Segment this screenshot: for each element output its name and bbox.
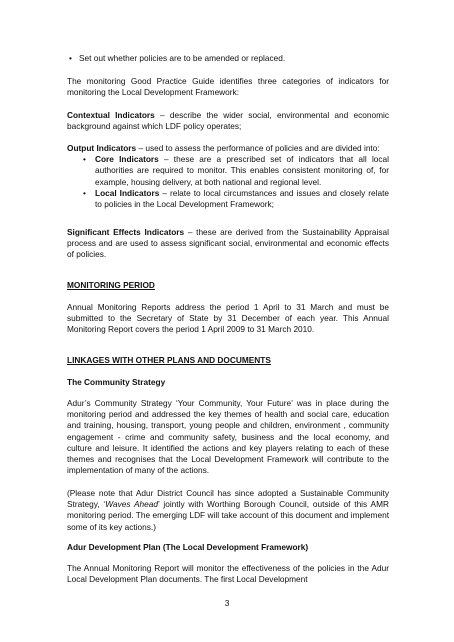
page-number: 3 <box>224 598 230 608</box>
contextual-indicators-paragraph: Contextual Indicators – describe the wider social, environmental and economic background against which LDF policy operates; <box>67 110 389 132</box>
adur-development-plan-subheading: Adur Development Plan (The Local Development Framework) <box>67 542 309 552</box>
list-item: • Core Indicators – these are a prescribed set of indicators that all local authorities are required to monitor. This enables consistent monitoring of, for example, housing delivery, at both national and regional level. <box>67 154 389 188</box>
adur-development-plan-paragraph: The Annual Monitoring Report will monitor the effectiveness of the policies in the Adur Local Development Plan documents. The first Local Development <box>67 563 389 585</box>
note-paragraph: (Please note that Adur District Council has since adopted a Sustainable Community Strategy, ‘Waves Ahead’ jointly with Worthing Borough Council, outside of this AMR monitoring period. The emerging LDF will take account of this document and implement some of its key actions.) <box>67 488 389 532</box>
monitoring-period-heading: MONITORING PERIOD <box>67 280 155 290</box>
output-indicators-paragraph: Output Indicators – used to assess the performance of policies and are divided into: • Core Indicators – these are a prescribed set of indicators that all local authorities are required to monitor. This enables consistent monitoring of, for example, housing delivery, at both national and regional level. • Local Indicators – relate to local circumstances and issues and closely relate to policies in the Local Development Framework; <box>67 143 389 210</box>
list-item: • Set out whether policies are to be amended or replaced. <box>67 53 389 64</box>
monitoring-period-paragraph: Annual Monitoring Reports address the period 1 April to 31 March and must be submitted to the Secretary of State by 31 December of each year. This Annual Monitoring Report covers the period 1 April 2009 to 31 March 2010. <box>67 302 389 335</box>
term: Significant Effects Indicators <box>67 227 185 237</box>
intro-paragraph: The monitoring Good Practice Guide identifies three categories of indicators for monitoring the Local Development Framework: <box>67 76 389 98</box>
significant-effects-paragraph: Significant Effects Indicators – these are derived from the Sustainability Appraisal process and are used to assess significant social, environmental and economic effects of policies. <box>67 227 389 260</box>
list-item: • Local Indicators – relate to local circumstances and issues and closely relate to policies in the Local Development Framework; <box>67 188 389 210</box>
bullet-amend-replace <box>67 53 389 64</box>
output-indicator-list <box>67 154 389 210</box>
term: Contextual Indicators <box>67 110 155 120</box>
community-strategy-subheading: The Community Strategy <box>67 377 166 387</box>
community-strategy-paragraph: Adur’s Community Strategy ‘Your Community, Your Future’ was in place during the monitoring period and addressed the key themes of health and social care, education and training, housing, transport, young people and children, environment , community engagement - crime and community safety, business and the local economy, and culture and leisure. It identified the actions and key players relating to each of these themes and recognises that the Local Development Framework will contribute to the implementation of many of the actions. <box>67 398 389 476</box>
term: Output Indicators <box>67 143 137 153</box>
linkages-heading: LINKAGES WITH OTHER PLANS AND DOCUMENTS <box>67 355 271 365</box>
